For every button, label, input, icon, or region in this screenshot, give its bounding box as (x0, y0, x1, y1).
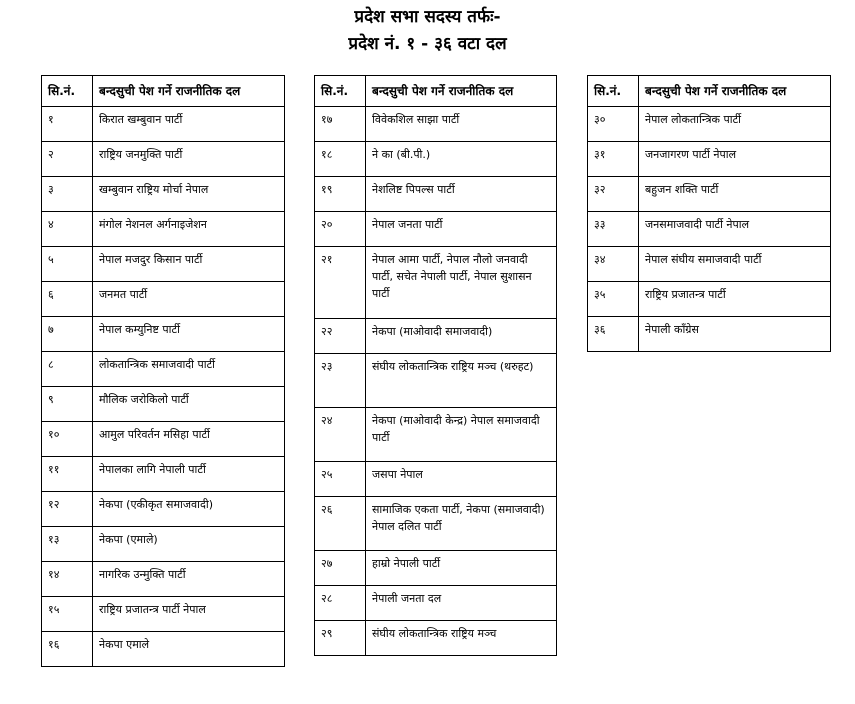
party-name-cell: जसपा नेपाल (366, 462, 557, 497)
table-row (315, 107, 557, 142)
party-name-cell: नेपाल लोकतान्त्रिक पार्टी (639, 107, 831, 142)
party-name-cell: नेपाल कम्युनिष्ट पार्टी (93, 317, 285, 352)
table-row (42, 562, 285, 597)
party-name-cell: नेकपा (एमाले) (93, 527, 285, 562)
serial-number-cell: ३४ (588, 247, 639, 282)
party-name-cell: ने का (बी.पी.) (366, 142, 557, 177)
party-name-cell: सामाजिक एकता पार्टी, नेकपा (समाजवादी) नेपाल दलित पार्टी (366, 497, 557, 551)
table-row (42, 352, 285, 387)
serial-number-cell: ३० (588, 107, 639, 142)
table-row (588, 177, 831, 212)
table-row (588, 282, 831, 317)
sn-column-header: सि.नं. (315, 76, 366, 107)
party-name-cell: नेपाल संघीय समाजवादी पार्टी (639, 247, 831, 282)
party-table-3 (587, 75, 831, 352)
table-header-row (588, 76, 831, 107)
party-name-cell: नेकपा (एकीकृत समाजवादी) (93, 492, 285, 527)
party-name-cell: नेपाली काँग्रेस (639, 317, 831, 352)
party-name-cell: संघीय लोकतान्त्रिक राष्ट्रिय मञ्च (थरुहट) (366, 354, 557, 408)
serial-number-cell: १९ (315, 177, 366, 212)
serial-number-cell: १४ (42, 562, 93, 597)
party-name-cell: जनमत पार्टी (93, 282, 285, 317)
party-name-cell: नेकपा एमाले (93, 632, 285, 667)
serial-number-cell: २६ (315, 497, 366, 551)
party-name-cell: नेपालका लागि नेपाली पार्टी (93, 457, 285, 492)
serial-number-cell: ३६ (588, 317, 639, 352)
party-name-cell: नेकपा (माओवादी समाजवादी) (366, 319, 557, 354)
party-name-cell: मंगोल नेशनल अर्गनाइजेशन (93, 212, 285, 247)
table-row (315, 177, 557, 212)
party-name-cell: मौलिक जरोकिलो पार्टी (93, 387, 285, 422)
party-name-cell: नागरिक उन्मुक्ति पार्टी (93, 562, 285, 597)
table-row (588, 247, 831, 282)
table-row (42, 142, 285, 177)
table-row (42, 247, 285, 282)
table-row (42, 387, 285, 422)
table-row (42, 107, 285, 142)
table-row (315, 247, 557, 319)
table-row (315, 354, 557, 408)
table-row (315, 408, 557, 462)
party-name-cell: आमुल परिवर्तन मसिहा पार्टी (93, 422, 285, 457)
serial-number-cell: ५ (42, 247, 93, 282)
serial-number-cell: २४ (315, 408, 366, 462)
table-header-row (315, 76, 557, 107)
serial-number-cell: ३२ (588, 177, 639, 212)
table-row (42, 597, 285, 632)
party-name-cell: राष्ट्रिय प्रजातन्त्र पार्टी नेपाल (93, 597, 285, 632)
serial-number-cell: १६ (42, 632, 93, 667)
serial-number-cell: ९ (42, 387, 93, 422)
party-name-cell: नेशलिष्ट पिपल्स पार्टी (366, 177, 557, 212)
serial-number-cell: १२ (42, 492, 93, 527)
party-name-cell: नेपाल जनता पार्टी (366, 212, 557, 247)
serial-number-cell: ४ (42, 212, 93, 247)
party-name-cell: नेपाल आमा पार्टी, नेपाल नौलो जनवादी पार्टी, सचेत नेपाली पार्टी, नेपाल सुशासन पार्टी (366, 247, 557, 319)
party-table-2 (314, 75, 557, 656)
party-column-header: बन्दसुची पेश गर्ने राजनीतिक दल (639, 76, 831, 107)
party-table-1 (41, 75, 285, 667)
serial-number-cell: २८ (315, 586, 366, 621)
party-column-header: बन्दसुची पेश गर्ने राजनीतिक दल (93, 76, 285, 107)
table-row (42, 492, 285, 527)
table-row (588, 107, 831, 142)
table-row (42, 422, 285, 457)
serial-number-cell: १ (42, 107, 93, 142)
serial-number-cell: ७ (42, 317, 93, 352)
table-row (315, 621, 557, 656)
sn-column-header: सि.नं. (588, 76, 639, 107)
table-row (315, 586, 557, 621)
table-row (315, 551, 557, 586)
table-row (588, 142, 831, 177)
serial-number-cell: ३ (42, 177, 93, 212)
serial-number-cell: २० (315, 212, 366, 247)
serial-number-cell: १८ (315, 142, 366, 177)
table-row (42, 527, 285, 562)
table-row (588, 317, 831, 352)
party-name-cell: लोकतान्त्रिक समाजवादी पार्टी (93, 352, 285, 387)
page-title: प्रदेश सभा सदस्य तर्फः- (354, 7, 501, 27)
party-name-cell: खम्बुवान राष्ट्रिय मोर्चा नेपाल (93, 177, 285, 212)
party-name-cell: नेपाल मजदुर किसान पार्टी (93, 247, 285, 282)
party-name-cell: हाम्रो नेपाली पार्टी (366, 551, 557, 586)
table-row (42, 212, 285, 247)
party-name-cell: राष्ट्रिय प्रजातन्त्र पार्टी (639, 282, 831, 317)
table-row (588, 212, 831, 247)
table-row (42, 457, 285, 492)
serial-number-cell: २७ (315, 551, 366, 586)
serial-number-cell: १७ (315, 107, 366, 142)
serial-number-cell: १० (42, 422, 93, 457)
party-name-cell: संघीय लोकतान्त्रिक राष्ट्रिय मञ्च (366, 621, 557, 656)
serial-number-cell: २२ (315, 319, 366, 354)
serial-number-cell: ८ (42, 352, 93, 387)
party-column-header: बन्दसुची पेश गर्ने राजनीतिक दल (366, 76, 557, 107)
serial-number-cell: २ (42, 142, 93, 177)
serial-number-cell: १३ (42, 527, 93, 562)
party-name-cell: जनजागरण पार्टी नेपाल (639, 142, 831, 177)
serial-number-cell: ३३ (588, 212, 639, 247)
serial-number-cell: २१ (315, 247, 366, 319)
page-subtitle: प्रदेश नं. १ - ३६ वटा दल (348, 34, 507, 54)
serial-number-cell: ६ (42, 282, 93, 317)
serial-number-cell: २३ (315, 354, 366, 408)
serial-number-cell: ३१ (588, 142, 639, 177)
party-name-cell: जनसमाजवादी पार्टी नेपाल (639, 212, 831, 247)
serial-number-cell: ३५ (588, 282, 639, 317)
party-name-cell: नेकपा (माओवादी केन्द्र) नेपाल समाजवादी पार्टी (366, 408, 557, 462)
serial-number-cell: १५ (42, 597, 93, 632)
party-name-cell: विवेकशिल साझा पार्टी (366, 107, 557, 142)
party-name-cell: बहुजन शक्ति पार्टी (639, 177, 831, 212)
party-name-cell: किरात खम्बुवान पार्टी (93, 107, 285, 142)
serial-number-cell: २५ (315, 462, 366, 497)
party-name-cell: राष्ट्रिय जनमुक्ति पार्टी (93, 142, 285, 177)
table-row (42, 632, 285, 667)
serial-number-cell: ११ (42, 457, 93, 492)
table-row (42, 177, 285, 212)
table-row (315, 212, 557, 247)
sn-column-header: सि.नं. (42, 76, 93, 107)
table-row (42, 317, 285, 352)
table-row (315, 319, 557, 354)
table-header-row (42, 76, 285, 107)
table-row (315, 497, 557, 551)
serial-number-cell: २९ (315, 621, 366, 656)
table-row (315, 462, 557, 497)
party-name-cell: नेपाली जनता दल (366, 586, 557, 621)
table-row (42, 282, 285, 317)
table-row (315, 142, 557, 177)
